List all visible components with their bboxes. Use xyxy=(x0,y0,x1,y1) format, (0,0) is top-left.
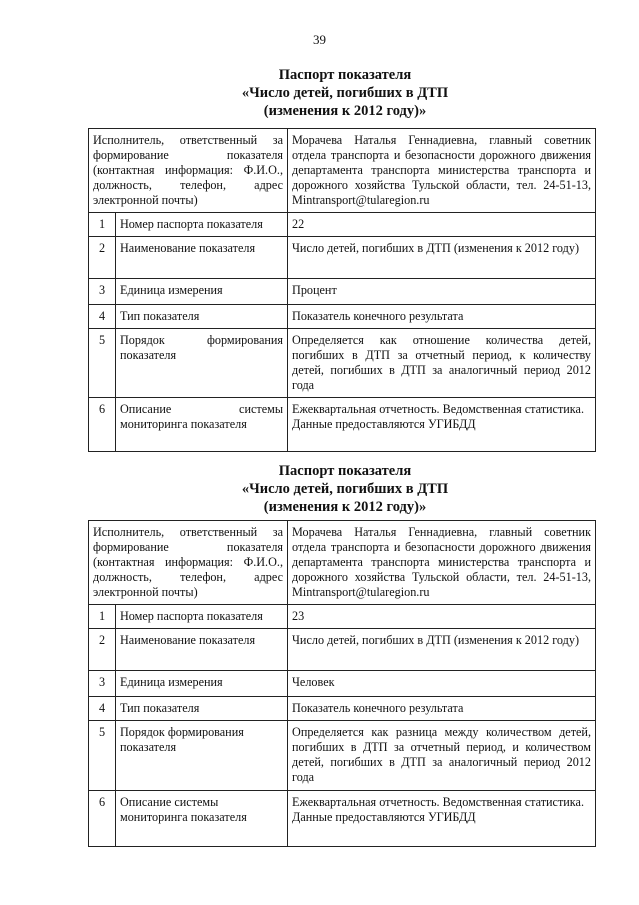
table-row xyxy=(89,629,596,671)
table-row xyxy=(89,521,596,605)
row-label: Тип показателя xyxy=(116,697,288,721)
row-label: Номер паспорта показателя xyxy=(116,605,288,629)
passport-1-heading-line1: Паспорт показателя xyxy=(278,67,412,83)
passport-1-table xyxy=(88,128,596,452)
table-row xyxy=(89,671,596,697)
row-number: 6 xyxy=(89,398,116,452)
row-label: Наименование показателя xyxy=(116,237,288,279)
row-number: 2 xyxy=(89,237,116,279)
table-row xyxy=(89,697,596,721)
passport-1-heading xyxy=(90,66,600,120)
row-number: 5 xyxy=(89,329,116,398)
row-value: Человек xyxy=(288,671,596,697)
row-number: 1 xyxy=(89,213,116,237)
row-number: 4 xyxy=(89,697,116,721)
passport-2-heading-line3: (изменения к 2012 году)» xyxy=(263,499,427,515)
row-label: Единица измерения xyxy=(116,671,288,697)
passport-2-heading-line1: Паспорт показателя xyxy=(278,463,412,479)
row-value: 22 xyxy=(288,213,596,237)
table-row xyxy=(89,279,596,305)
executor-value: Морачева Наталья Геннадиевна, главный советник отдела транспорта и безопасности дорожного движения департамента транспорта министерства транспорта и дорожного хозяйства Тульской области, тел. 24-51-13, Mintransport@tularegion.ru xyxy=(288,129,596,213)
passport-2-heading xyxy=(90,462,600,516)
row-number: 1 xyxy=(89,605,116,629)
table-row xyxy=(89,605,596,629)
row-value: Число детей, погибших в ДТП (изменения к 2012 году) xyxy=(288,237,596,279)
row-value: Процент xyxy=(288,279,596,305)
row-label: Порядок формирования показателя xyxy=(116,721,288,791)
row-number: 6 xyxy=(89,791,116,847)
row-number: 3 xyxy=(89,671,116,697)
table-row xyxy=(89,213,596,237)
row-number: 5 xyxy=(89,721,116,791)
table-row xyxy=(89,721,596,791)
row-value: Определяется как отношение количества детей, погибших в ДТП за отчетный период, к количеству детей, погибших в ДТП за аналогичный период 2012 года xyxy=(288,329,596,398)
passport-2-table xyxy=(88,520,596,847)
row-label: Тип показателя xyxy=(116,305,288,329)
passport-1-heading-line3: (изменения к 2012 году)» xyxy=(263,103,427,119)
row-label: Описание системы мониторинга показателя xyxy=(116,791,288,847)
executor-value: Морачева Наталья Геннадиевна, главный советник отдела транспорта и безопасности дорожного движения департамента транспорта министерства транспорта и дорожного хозяйства Тульской области, тел. 24-51-13, Mintransport@tularegion.ru xyxy=(288,521,596,605)
row-value: Показатель конечного результата xyxy=(288,697,596,721)
row-number: 4 xyxy=(89,305,116,329)
row-value: Показатель конечного результата xyxy=(288,305,596,329)
row-label: Порядок формирования показателя xyxy=(116,329,288,398)
passport-1-heading-line2: «Число детей, погибших в ДТП xyxy=(241,85,449,101)
passport-2-heading-line2: «Число детей, погибших в ДТП xyxy=(241,481,449,497)
row-label: Единица измерения xyxy=(116,279,288,305)
row-number: 2 xyxy=(89,629,116,671)
row-value: Ежеквартальная отчетность. Ведомственная статистика. Данные предоставляются УГИБДД xyxy=(288,398,596,452)
table-row xyxy=(89,791,596,847)
row-value: 23 xyxy=(288,605,596,629)
executor-label: Исполнитель, ответственный за формирование показателя (контактная информация: Ф.И.О., должность, телефон, адрес электронной почты) xyxy=(89,129,288,213)
row-value: Определяется как разница между количеством детей, погибших в ДТП за отчетный период, и количеством детей, погибших в ДТП за аналогичный период 2012 года xyxy=(288,721,596,791)
table-row xyxy=(89,329,596,398)
table-row xyxy=(89,237,596,279)
table-row xyxy=(89,398,596,452)
row-value: Ежеквартальная отчетность. Ведомственная статистика. Данные предоставляются УГИБДД xyxy=(288,791,596,847)
row-number: 3 xyxy=(89,279,116,305)
executor-label: Исполнитель, ответственный за формирование показателя (контактная информация: Ф.И.О., должность, телефон, адрес электронной почты) xyxy=(89,521,288,605)
row-label: Наименование показателя xyxy=(116,629,288,671)
table-row xyxy=(89,129,596,213)
table-row xyxy=(89,305,596,329)
row-label: Номер паспорта показателя xyxy=(116,213,288,237)
page-number: 39 xyxy=(313,32,326,47)
row-label: Описание системы мониторинга показателя xyxy=(116,398,288,452)
row-value: Число детей, погибших в ДТП (изменения к 2012 году) xyxy=(288,629,596,671)
